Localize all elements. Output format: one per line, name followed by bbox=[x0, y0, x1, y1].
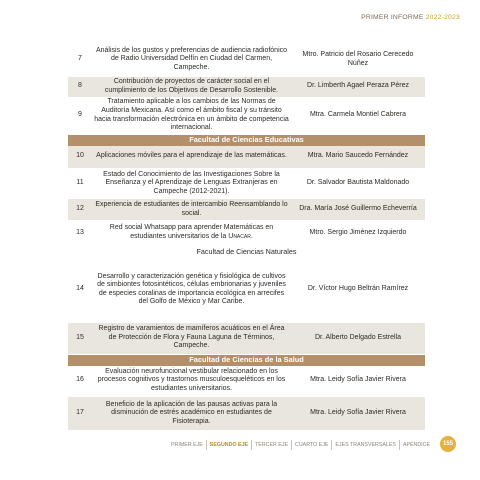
footer-divider bbox=[291, 440, 292, 450]
faculty-name: Facultad de Ciencias de la Salud bbox=[68, 354, 425, 366]
row-number: 10 bbox=[68, 146, 92, 169]
project-author: Mtra. Mario Saucedo Fernández bbox=[291, 146, 425, 169]
footer-nav-item[interactable]: TERCER EJE bbox=[255, 442, 289, 448]
table-row bbox=[68, 76, 425, 97]
project-title: Registro de varamientos de mamíferos acuáticos en el Área de Protección de Flora y Fauna Laguna de Términos, Campeche. bbox=[92, 322, 291, 354]
row-number: 9 bbox=[68, 97, 92, 134]
project-author: Mtro. Sergio Jiménez Izquierdo bbox=[291, 221, 425, 246]
report-title: PRIMER INFORME bbox=[361, 14, 424, 21]
table-row bbox=[68, 221, 425, 246]
table-row bbox=[68, 258, 425, 322]
table-row bbox=[68, 366, 425, 397]
faculty-section-header bbox=[68, 246, 425, 259]
projects-table bbox=[68, 44, 425, 431]
table-row bbox=[68, 44, 425, 76]
footer-nav-item[interactable]: PRIMER EJE bbox=[171, 442, 203, 448]
row-number: 13 bbox=[68, 221, 92, 246]
footer-nav-item[interactable]: APÉNDICE bbox=[402, 442, 431, 448]
footer-nav bbox=[171, 437, 430, 453]
project-title: Desarrollo y caracterización genética y fisiológica de cultivos de simbiontes fotosintéticos, células embrionarias y juveniles de especies coralinas de importancia ecológica en arrecifes del Golfo de México y Mar Caribe. bbox=[92, 258, 291, 322]
table-row bbox=[68, 146, 425, 169]
table-row bbox=[68, 322, 425, 354]
project-title: Tratamiento aplicable a los cambios de las Normas de Auditoría Mexicana. Así como el ámbito fiscal y su tránsito hacia transformación electrónica en un ámbito de competencia internacional. bbox=[92, 97, 291, 134]
project-title: Aplicaciones móviles para el aprendizaje de las matemáticas. bbox=[92, 146, 291, 169]
project-author: Mtra. Carmela Montiel Cabrera bbox=[291, 97, 425, 134]
row-number: 8 bbox=[68, 76, 92, 97]
table-row bbox=[68, 97, 425, 134]
project-author: Mtra. Leidy Sofía Javier Rivera bbox=[291, 397, 425, 431]
project-title: Evaluación neurofuncional vestibular relacionado en los procesos cognitivos y trastornos musculoesqueléticos en los estudiantes universitarios. bbox=[92, 366, 291, 397]
faculty-name: Facultad de Ciencias Educativas bbox=[68, 134, 425, 146]
project-author: Dra. María José Guillermo Echeverría bbox=[291, 199, 425, 221]
row-number: 11 bbox=[68, 169, 92, 199]
footer-divider bbox=[399, 440, 400, 450]
project-title: Beneficio de la aplicación de las pausas activas para la disminución de estrés académico en estudiantes de Fisioterapia. bbox=[92, 397, 291, 431]
project-title-end: . bbox=[250, 233, 253, 240]
table-row bbox=[68, 397, 425, 431]
row-number: 12 bbox=[68, 199, 92, 221]
report-years: 2022-2023 bbox=[425, 14, 460, 21]
footer-nav-item[interactable]: EJES TRANSVERSALES bbox=[335, 442, 396, 448]
institution-acronym: Unacar bbox=[228, 233, 251, 240]
project-title: Análisis de los gustos y preferencias de audiencia radiofónico de Radio Universidad Delfín en Ciudad del Carmen, Campeche. bbox=[92, 44, 291, 76]
faculty-name: Facultad de Ciencias Naturales bbox=[68, 246, 425, 259]
project-author: Dr. Limberth Agael Peraza Pérez bbox=[291, 76, 425, 97]
project-title-text: Red social Whatsapp para aprender Matemáticas en estudiantes universitarios de la bbox=[109, 224, 274, 240]
project-author: Dr. Alberto Delgado Estrella bbox=[291, 322, 425, 354]
project-author: Mtro. Patricio del Rosario Cerecedo Núñez bbox=[291, 44, 425, 76]
footer-divider bbox=[206, 440, 207, 450]
project-title: Contribución de proyectos de carácter social en el cumplimiento de los Objetivos de Desarrollo Sostenible. bbox=[92, 76, 291, 97]
faculty-section-header bbox=[68, 134, 425, 146]
footer-nav-item[interactable]: CUARTO EJE bbox=[295, 442, 329, 448]
project-title: Estado del Conocimiento de las Investigaciones Sobre la Enseñanza y el Aprendizaje de Lenguas Extranjeras en Campeche (2012-2021). bbox=[92, 169, 291, 199]
project-author: Mtra. Leidy Sofía Javier Rivera bbox=[291, 366, 425, 397]
row-number: 17 bbox=[68, 397, 92, 431]
table-row bbox=[68, 199, 425, 221]
row-number: 15 bbox=[68, 322, 92, 354]
table-row bbox=[68, 169, 425, 199]
row-number: 14 bbox=[68, 258, 92, 322]
projects-table-container bbox=[68, 44, 425, 425]
project-author: Dr. Salvador Bautista Maldonado bbox=[291, 169, 425, 199]
row-number: 16 bbox=[68, 366, 92, 397]
page-number: 155 bbox=[440, 436, 456, 452]
project-title: Experiencia de estudiantes de intercambio Reensamblando lo social. bbox=[92, 199, 291, 221]
project-author: Dr. Víctor Hugo Beltrán Ramírez bbox=[291, 258, 425, 322]
footer-divider bbox=[331, 440, 332, 450]
footer-nav-item[interactable]: SEGUNDO EJE bbox=[209, 442, 249, 448]
report-header bbox=[361, 14, 460, 21]
faculty-section-header bbox=[68, 354, 425, 366]
project-title bbox=[92, 221, 291, 246]
footer-divider bbox=[251, 440, 252, 450]
row-number: 7 bbox=[68, 44, 92, 76]
